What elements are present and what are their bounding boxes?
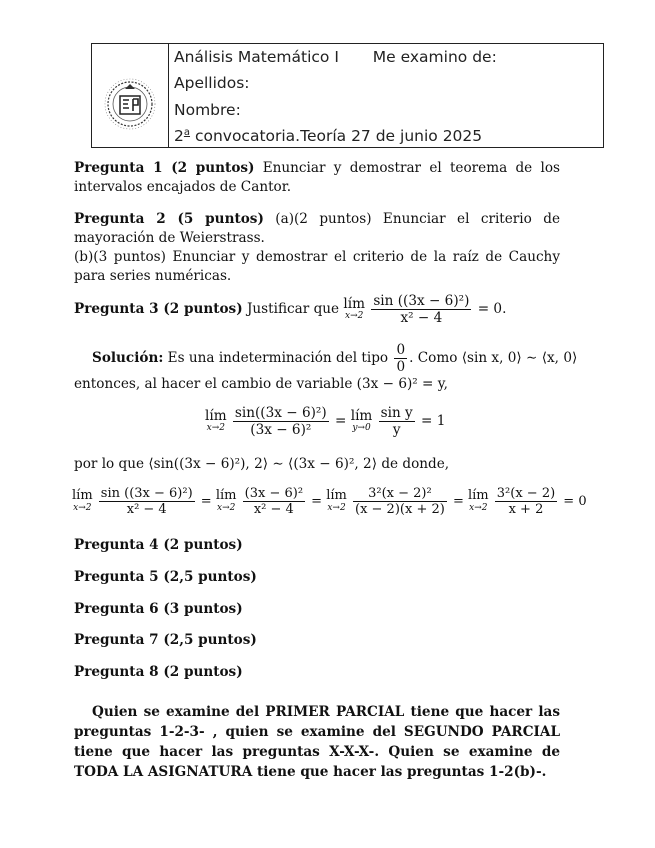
solution-line-2: entonces, al hacer el cambio de variable (3x − 6)² = y, [74,376,448,392]
course-line [174,48,497,66]
question-6: Pregunta 6 (3 puntos) [74,601,243,617]
question-5: Pregunta 5 (2,5 puntos) [74,569,257,585]
course-name: Análisis Matemático I [174,48,339,66]
solution-line-1: Solución: Es una indeterminación del tipo $\frac{0}{0}$ . Como ⟨sin x, 0⟩ ∼ ⟨x, 0⟩ [92,342,578,375]
question-1: Pregunta 1 (2 puntos) Enunciar y demostrar el teorema de los intervalos encajados de Cantor. [74,160,560,195]
solution-line-3: por lo que ⟨sin((3x − 6)²), 2⟩ ∼ ⟨(3x − 6)², 2⟩ de donde, [74,456,450,472]
call-line: 2$^a$ convocatoria.Teoría 27 de junio 2025 [174,127,483,146]
exam-of-label: Me examino de: [372,48,497,66]
instructions-note: Quien se examine del PRIMER PARCIAL tiene que hacer las preguntas 1-2-3- , quien se examine del SEGUNDO PARCIAL tiene que hacer las preguntas X-X-X-. Quien se examine de TODA LA ASIGNATURA tiene que hacer las preguntas 1-2(b)-. [74,704,560,780]
q3-fraction: $\frac{\text{sin ((3x − 6)²)}}{\text{x² − 4}}$ [373,293,470,326]
name-label: Nombre: [174,101,241,119]
question-3: Pregunta 3 (2 puntos) Justificar que lím x→2 $\frac{\text{sin ((3x − 6)²)}}{\text{x² − 4}}$ = 0. [74,293,507,326]
question-8: Pregunta 8 (2 puntos) [74,664,243,680]
question-2: Pregunta 2 (5 puntos) (a)(2 puntos) Enunciar el criterio de mayoración de Weierstrass. (b)(3 puntos) Enunciar y demostrar el criterio de la raíz de Cauchy para series numéricas. [74,211,560,284]
equation-1: lím x→2 $\frac{\text{sin((3x − 6)²)}}{\text{(3x − 6)²}}$ = lím y→0 $\frac{\text{sin y}}{y}$ = 1 [205,405,446,438]
university-seal-icon [92,44,168,147]
question-4: Pregunta 4 (2 puntos) [74,537,243,553]
surnames-label: Apellidos: [174,74,250,92]
university-logo-cell [92,44,169,147]
exam-header [91,43,604,148]
question-7: Pregunta 7 (2,5 puntos) [74,632,257,648]
equation-2: lím x→2 $\frac{\text{sin ((3x − 6)²)}}{\text{x² − 4}}$ = lím x→2 $\frac{\text{(3x − 6)²}}{\text{x² − 4}}$ = lím x→2 $\frac{\text{3²(x − 2)²}}{(x - 2)(x + 2)}$ = lím x→2 $\frac{\text{3²(x − 2)}}{x + 2}$ = 0 [72,486,587,517]
